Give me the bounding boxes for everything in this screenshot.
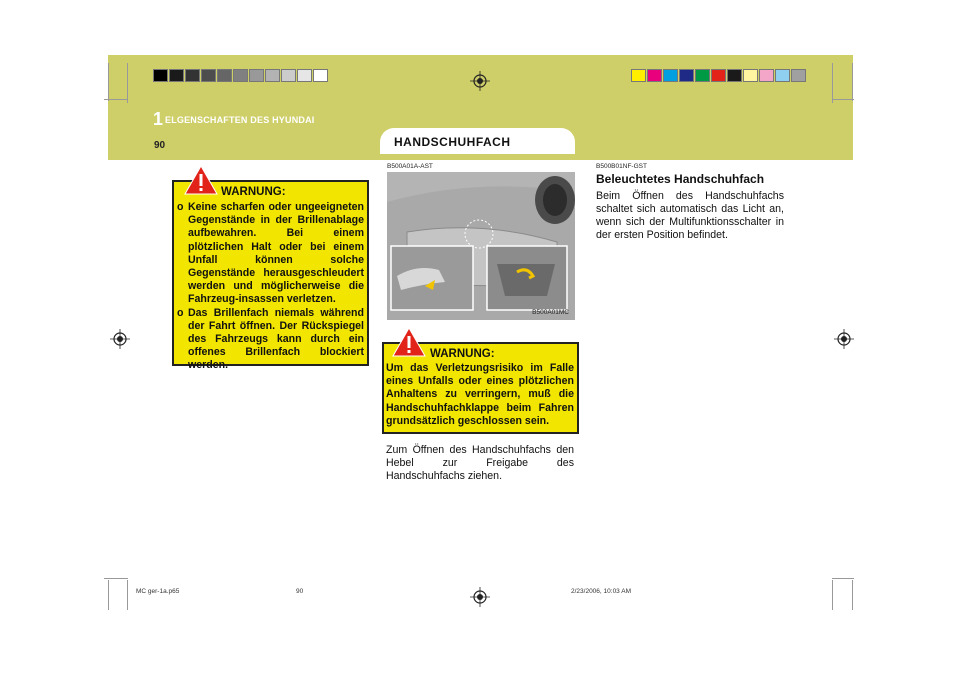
color-swatch <box>233 69 248 82</box>
section-title: HANDSCHUHFACH <box>394 135 511 149</box>
color-swatch <box>281 69 296 82</box>
chapter-title: ELGENSCHAFTEN DES HYUNDAI <box>165 115 315 125</box>
crop-mark-bottom-left-v2 <box>127 580 128 610</box>
crop-mark-top-right-v2 <box>852 63 853 101</box>
registration-mark-icon <box>110 329 130 349</box>
left-warning-heading: WARNUNG: <box>221 186 286 198</box>
right-body-text: Beim Öffnen des Handschuhfachs schaltet sich automatisch das Licht an, wenn sich der Multifunktionsschalter in der ersten Position befindet. <box>596 190 784 241</box>
color-swatch <box>153 69 168 82</box>
color-swatch <box>217 69 232 82</box>
warning-item <box>177 201 364 307</box>
color-swatch <box>169 69 184 82</box>
footer-file: MC ger-1a.p65 <box>136 588 180 595</box>
color-swatch <box>265 69 280 82</box>
crop-mark-top-left-v <box>127 63 128 103</box>
warning-item <box>177 307 364 373</box>
registration-mark-icon <box>834 329 854 349</box>
color-swatch <box>711 69 726 82</box>
color-swatch <box>759 69 774 82</box>
bullet: o <box>177 306 184 319</box>
crop-mark-top-left-v2 <box>108 63 109 101</box>
color-swatch <box>185 69 200 82</box>
warning-triangle-icon <box>184 165 218 195</box>
image-label: B500A01MC <box>532 309 569 316</box>
color-swatch <box>313 69 328 82</box>
crop-mark-top-right-h <box>832 99 854 100</box>
chapter-number: 1 <box>153 109 164 129</box>
crop-mark-bottom-left-v <box>108 580 109 610</box>
middle-warning-heading: WARNUNG: <box>430 348 495 360</box>
color-swatch <box>775 69 790 82</box>
warning-triangle-icon <box>392 327 426 357</box>
color-swatch <box>791 69 806 82</box>
warning-item-text: Keine scharfen oder ungeeigneten Gegenstände in der Brillenablage aufbewahren. Bei einem plötzlichen Halt oder bei einem Unfall können solche Gegenstände herausgeschleudert werden und möglicherweise die Fahrzeug-insassen verletzen. <box>188 201 364 306</box>
right-heading: Beleuchtetes Handschuhfach <box>596 172 765 186</box>
glovebox-illustration <box>387 172 575 320</box>
registration-mark-icon <box>470 587 490 607</box>
footer-date: 2/23/2006, 10:03 AM <box>571 588 631 595</box>
middle-body-text: Zum Öffnen des Handschuhfachs den Hebel zur Freigabe des Handschuhfachs ziehen. <box>386 444 574 482</box>
crop-mark-bottom-right-v <box>832 580 833 610</box>
color-swatch <box>297 69 312 82</box>
color-swatch <box>727 69 742 82</box>
crop-mark-bottom-right-v2 <box>852 580 853 610</box>
crop-mark-top-right-v <box>832 63 833 103</box>
color-swatch <box>663 69 678 82</box>
footer-page: 90 <box>296 588 304 595</box>
crop-mark-bottom-right-h <box>832 578 854 579</box>
registration-mark-icon <box>470 71 490 91</box>
right-code: B500B01NF-GST <box>596 163 647 170</box>
left-warning-list <box>177 201 364 373</box>
crop-mark-bottom-left-h <box>104 578 128 579</box>
page-number: 90 <box>154 140 166 151</box>
color-swatch <box>647 69 662 82</box>
color-swatch <box>695 69 710 82</box>
glovebox-photo <box>387 172 575 320</box>
bullet: o <box>177 201 184 213</box>
color-swatch <box>201 69 216 82</box>
warning-item-text: Das Brillenfach niemals während der Fahrt öffnen. Der Rückspiegel des Fahrzeugs kann durch ein offenes Brillenfach blockiert werden. <box>188 306 364 372</box>
color-swatch <box>631 69 646 82</box>
color-swatch <box>743 69 758 82</box>
middle-code: B500A01A-AST <box>387 163 433 170</box>
color-swatch <box>249 69 264 82</box>
middle-warning-text: Um das Verletzungsrisiko im Falle eines Unfalls oder eines plötzlichen Anhaltens zu verringern, muß die Handschuhfachklappe beim Fahren grundsätzlich geschlossen sein. <box>386 362 574 427</box>
color-swatch <box>679 69 694 82</box>
